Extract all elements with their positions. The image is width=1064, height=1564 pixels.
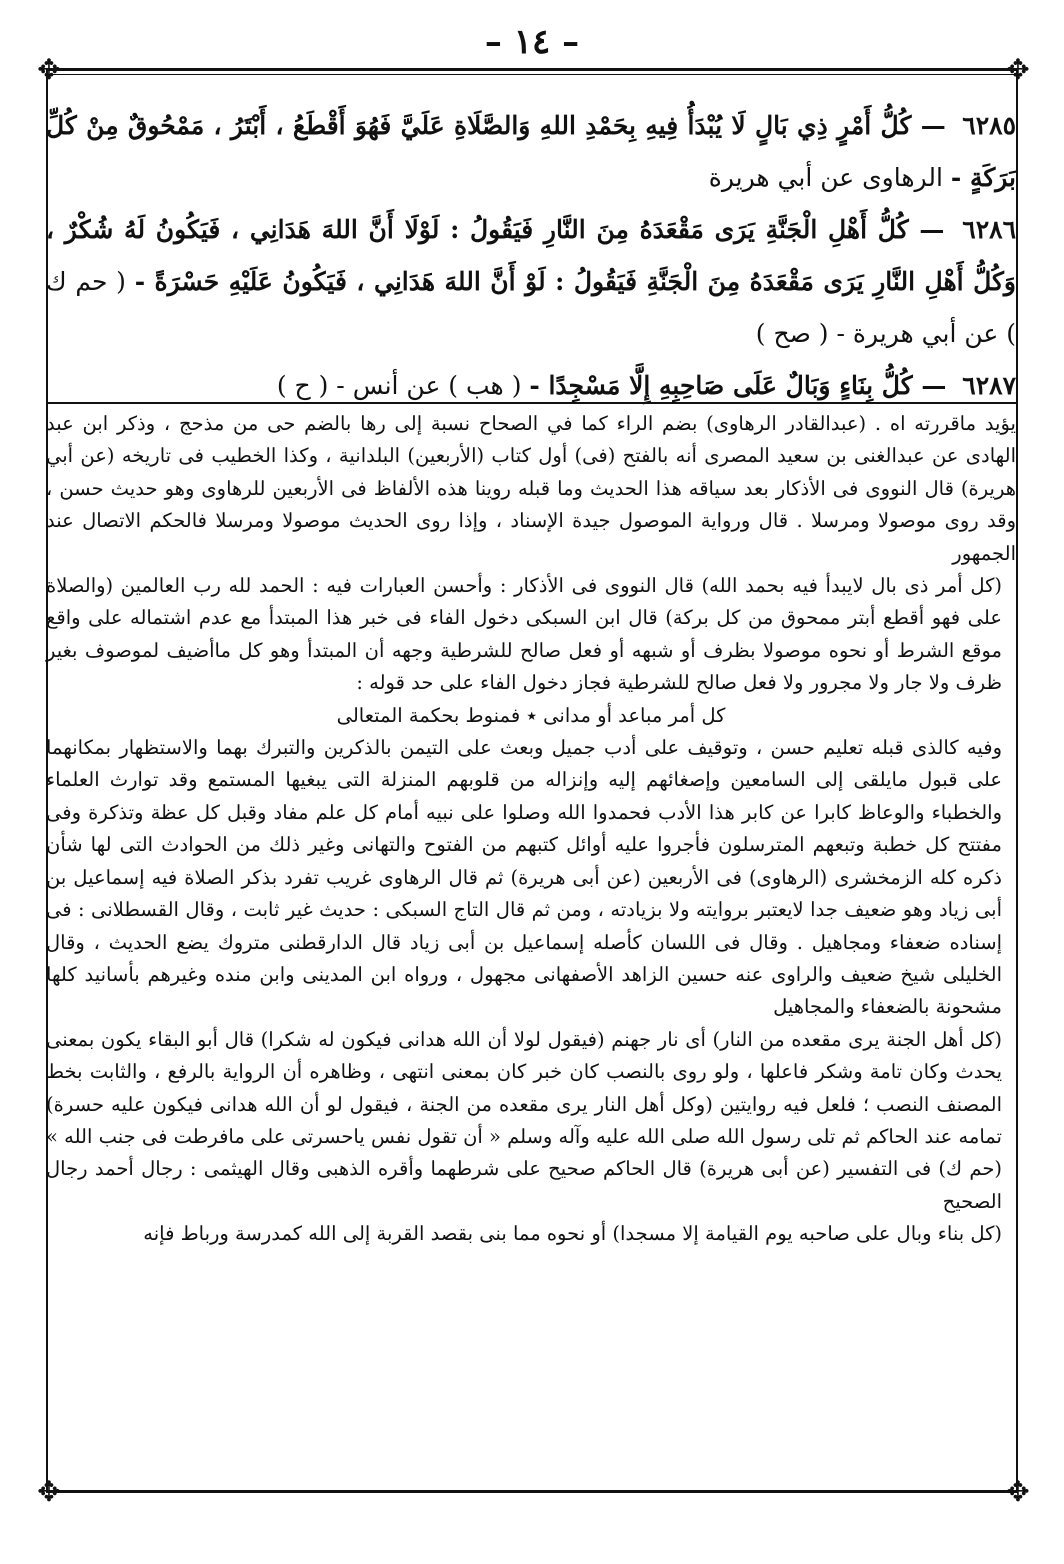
commentary-paragraph: وفيه كالذى قبله تعليم حسن ، وتوقيف على أدب جميل وبعث على التيمن بالذكرين والتبرك بهما والاستظهار بمكانهما على قبول مايلقى إلى السامعين وإصغائهم إليه وإنزاله من قلوبهم المنزلة التى يبغيها المستمع وقد توارث العلماء والخطباء والوعاظ كابرا عن كابر هذا الأدب فحمدوا الله وصلوا على نبيه أمام كل علم مفاد وقبل كل عظة وتذكرة وفى مفتتح كل خطبة وتبعهم المترسلون فأجروا عليه أوائل كتبهم من الفتوح والتهانى وغير ذلك من الحوادث التى لها شأن ذكره كله الزمخشرى (الرهاوى) فى الأربعين (عن أبى هريرة) ثم قال الرهاوى غريب تفرد بذكر الصلاة فيه إسماعيل بن أبى زياد وهو ضعيف جدا لايعتبر بروايته ولا بزيادته ، ومن ثم قال التاج السبكى : حديث غير ثابت ، وقال القسطلانى : فى إسناده ضعفاء ومجاهيل . وقال فى اللسان كأصله إسماعيل بن أبى زياد قال الدارقطنى متروك يضع الحديث ، وقال الخليلى شيخ ضعيف والراوى عنه حسين الزاهد الأصفهانى مجهول ، ورواه ابن المدينى وابن منده وغيرهم بأسانيد كلها مشحونة بالضعفاء والمجاهيل — [46, 736, 1002, 1019]
corner-ornament-icon: ✥ — [37, 1475, 61, 1508]
corner-ornament-icon: ✥ — [1006, 53, 1030, 86]
corner-ornament-icon: ✥ — [1006, 1475, 1030, 1508]
corner-ornament-icon: ✥ — [37, 53, 61, 86]
hadith-entry — [46, 100, 1016, 204]
hadith-number: ٦٢٨٧ — [962, 371, 1016, 400]
poetry-verse: كل أمر مباعد أو مدانى ٭ فمنوط بحكمة المتعالى — [336, 703, 726, 727]
commentary-paragraph: (كل أمر ذى بال لايبدأ فيه بحمد الله) قال النووى فى الأذكار : وأحسن العبارات فيه : الحمد لله رب العالمين (والصلاة على فهو أقطع أبتر ممحوق من كل بركة) قال ابن السبكى دخول الفاء فى خبر هذا المبتدأ مع عدم اشتماله على واقع موقع الشرط أو نحوه موصولا بظرف أو شبهه أو فعل صالح للشرطية وجهه أن المبتدأ وهو كل ماأضيف لموصوف بغير ظرف ولا جار ولا مجرور ولا فعل صالح للشرطية فجاز دخول الفاء على حد قوله : — [46, 574, 1002, 695]
top-border — [46, 68, 1018, 71]
right-border — [1016, 68, 1018, 1492]
bottom-border — [46, 1490, 1018, 1493]
hadith-source: ( هب ) عن أنس - ( ح ) — [276, 371, 522, 400]
hadith-text: — كُلُّ أَهْلِ الْجَنَّةِ يَرَى مَقْعَدَهُ مِنَ النَّارِ فَيَقُولُ : لَوْلَا أَنَّ اللهَ هَدَانِي ، فَيَكُونُ لَهُ شُكْرٌ ، وَكُلُّ أَهْلِ النَّارِ يَرَى مَقْعَدَهُ مِنَ الْجَنَّةِ فَيَقُولُ : لَوْ أَنَّ اللهَ هَدَانِي ، فَيَكُونُ عَلَيْهِ حَسْرَةً - — [46, 215, 1016, 296]
hadith-source: ( حم ك ) عن أبي هريرة - ( صح ) — [46, 267, 1016, 348]
hadith-entry — [46, 204, 1016, 360]
top-border-inner — [46, 74, 1018, 75]
hadith-number: ٦٢٨٦ — [962, 215, 1017, 244]
hadith-text: — كُلُّ بِنَاءٍ وَبَالٌ عَلَى صَاحِبِهِ إِلَّا مَسْجِدًا - — [529, 371, 947, 400]
commentary-paragraph: يؤيد ماقررته اه . (عبدالقادر الرهاوى) بضم الراء كما في الصحاح نسبة إلى رها بالضم حى من مذحج ، وذكر ابن عبد الهادى عن عبدالغنى بن سعيد المصرى أنه بالفتح (فى) أول كتاب (الأربعين) البلدانية ، وكذا الخطيب فى تاريخه (عن أبي هريرة) قال النووى فى الأذكار بعد سياقه هذا الحديث وما قبله روينا هذه الألفاظ فى الأربعين للرهاوى وهو حديث حسن ، وقد روى موصولا ومرسلا . قال ورواية الموصول جيدة الإسناد ، وإذا روى الحديث موصولا ومرسلا فالحكم الاتصال عند الجمهور — [46, 412, 1016, 565]
commentary-paragraph: (كل أهل الجنة يرى مقعده من النار) أى نار جهنم (فيقول لولا أن الله هدانى فيكون له شكرا) قال أبو البقاء يكون بمعنى يحدث وكان تامة وشكر فاعلها ، ولو روى بالنصب كان خبر كان بمعنى انتهى ، وظاهره أن الرواية بالرفع ، والثابت بخط المصنف النصب ؛ فلعل فيه روايتين (وكل أهل النار يرى مقعده من الجنة ، فيقول لو أن الله هدانى فيكون عليه حسرة) تمامه عند الحاكم ثم تلى رسول الله صلى الله عليه وآله وسلم « أن تقول نفس ياحسرتى على مافرطت فى جنب الله » (حم ك) فى التفسير (عن أبى هريرة) قال الحاكم صحيح على شرطهما وأقره الذهبى وقال الهيثمى : رجال أحمد رجال الصحيح — [46, 1027, 1002, 1213]
hadith-text: — كُلُّ أَمْرٍ ذِي بَالٍ لَا يُبْدَأُ فِيهِ بِحَمْدِ اللهِ وَالصَّلَاةِ عَلَيَّ فَهُوَ أَقْطَعُ ، أَبْتَرُ ، مَمْحُوقٌ مِنْ كُلِّ بَرَكَةٍ - — [46, 111, 1016, 192]
commentary-paragraph: (كل بناء وبال على صاحبه يوم القيامة إلا مسجدا) أو نحوه مما بنى بقصد القربة إلى الله كمدرسة ورباط فإنه — [143, 1222, 1002, 1246]
hadith-source: الرهاوى عن أبي هريرة — [708, 163, 943, 192]
commentary-section — [46, 408, 1016, 1251]
hadith-number: ٦٢٨٥ — [962, 111, 1016, 140]
page-number: – ١٤ – — [484, 22, 580, 62]
hadith-entry — [46, 360, 1016, 412]
hadith-list — [46, 100, 1016, 412]
